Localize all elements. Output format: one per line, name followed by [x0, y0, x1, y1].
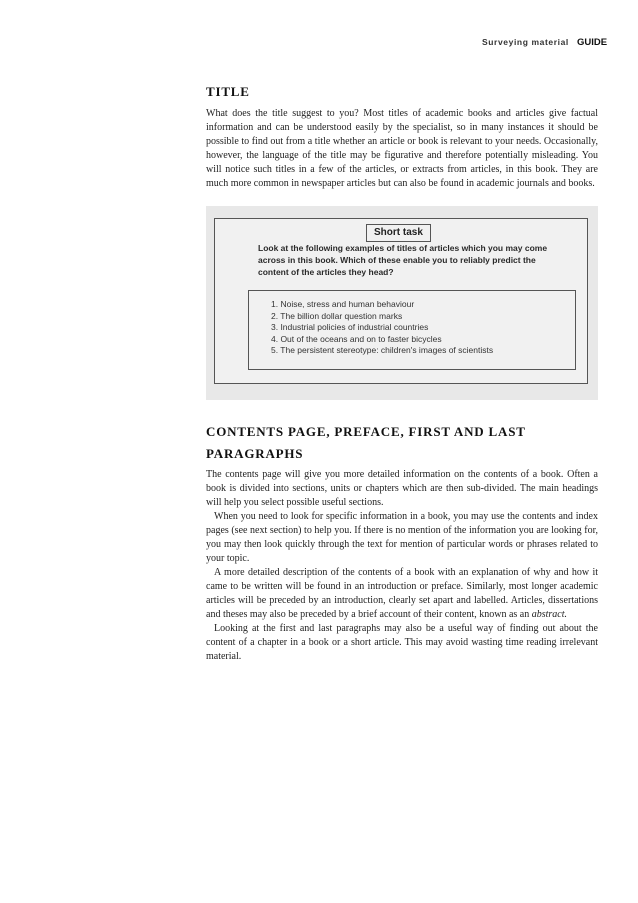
title-paragraph: What does the title suggest to you? Most titles of academic books and articles give factual information and can be understood easily by the specialist, so in many instances it should be possible to find out from a title whether an article or book is relevant to your needs. Occasionally, however, the language of the title may be figurative and therefore potentially misleading. You will notice such titles in a few of the articles, or extracts from articles, in this book. They are much more common in newspaper articles but can also be found in academic journals and books. — [206, 108, 598, 189]
title-body — [206, 107, 598, 191]
short-task-item: 4. Out of the oceans and on to faster bicycles — [271, 333, 442, 344]
short-task-item: 5. The persistent stereotype: children's images of scientists — [271, 345, 494, 355]
contents-heading-line1: CONTENTS PAGE, PREFACE, FIRST AND LAST — [206, 424, 526, 439]
contents-paragraph-4: Looking at the first and last paragraphs may also be a useful way of finding out about the content of a chapter in a book or a short article. This may avoid wasting time reading irrelevant material. — [206, 623, 598, 662]
short-task-label: Short task — [366, 224, 431, 242]
running-head-section: Surveying material — [482, 37, 569, 47]
short-task-item: 1. Noise, stress and human behaviour — [271, 299, 415, 309]
contents-heading-line2: PARAGRAPHS — [206, 446, 304, 461]
short-task-list-box — [248, 290, 576, 370]
contents-paragraph-1: The contents page will give you more detailed information on the contents of a book. Often a book is divided into sections, units or chapters which are then sub-divided. The main headings will help you select possible useful sections. — [206, 469, 598, 508]
short-task-panel — [206, 206, 598, 400]
short-task-prompt: Look at the following examples of titles of articles which you may come across in this book. Which of these enable you to reliably predict the content of the articles they head? — [258, 243, 548, 277]
title-heading: TITLE — [206, 84, 250, 99]
contents-paragraph-3-text: A more detailed description of the contents of a book with an explanation of why and how it came to be written will be found in an introduction or preface. Similarly, most longer academic articles will be preceded by an introduction, clearly set apart and labelled. Articles, dissertations and theses may also be preceded by a brief account of their content, known as an — [206, 567, 598, 620]
contents-body — [206, 468, 598, 664]
short-task-item: 2. The billion dollar question marks — [271, 310, 403, 321]
short-task-item: 3. Industrial policies of industrial countries — [271, 322, 429, 332]
running-head — [0, 37, 638, 51]
short-task-list — [271, 299, 493, 357]
running-head-tag: GUIDE — [577, 37, 608, 48]
contents-paragraph-3 — [206, 566, 598, 622]
abstract-term: abstract. — [531, 609, 567, 620]
contents-paragraph-2: When you need to look for specific information in a book, you may use the contents and index pages (see next section) to help you. If there is no mention of the information you are looking for, you may then look quickly through the text for mention of particular words or phrases related to your topic. — [206, 511, 598, 564]
